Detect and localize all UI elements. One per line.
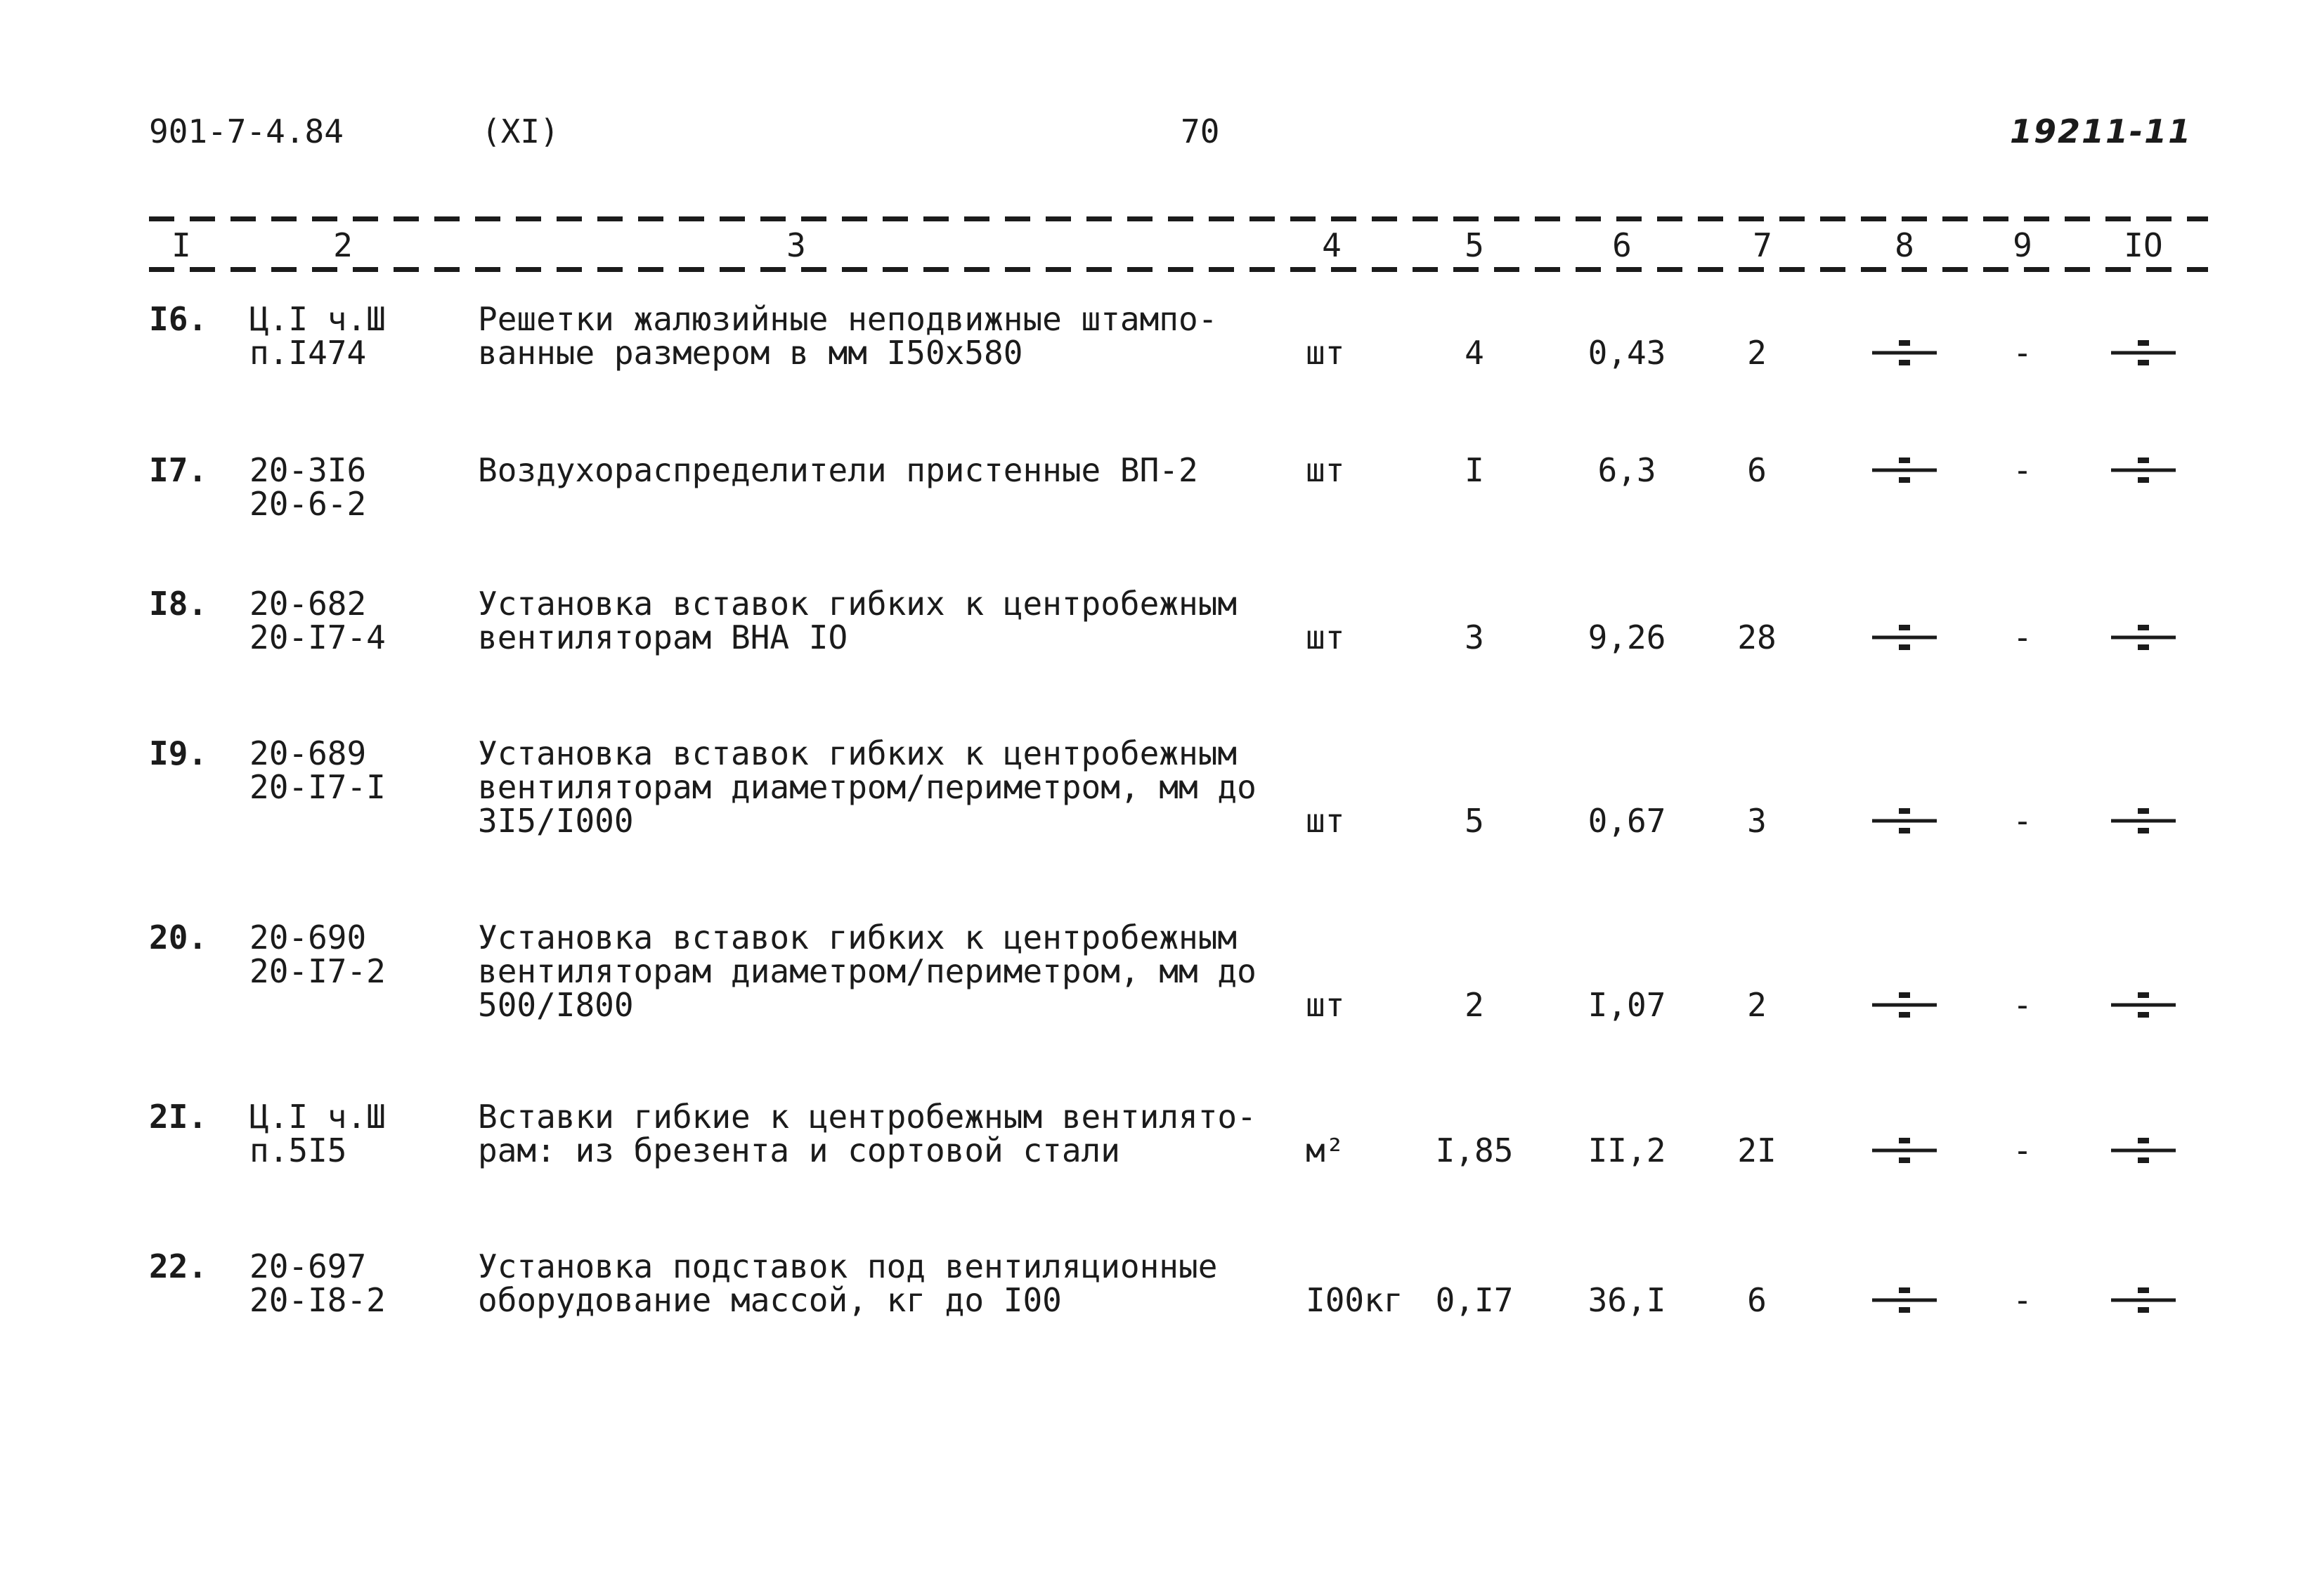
- ditto-mark: [2108, 804, 2179, 838]
- ditto-mark: [1869, 988, 1940, 1022]
- norm-value: 36,I: [1588, 1281, 1666, 1319]
- col9-value: -: [2013, 334, 2032, 372]
- column-header: 2: [333, 226, 353, 264]
- work-description: Установка вставок гибких к центробежным вентиляторам диаметром/периметром, мм до 3I5/I000: [478, 734, 1257, 840]
- quantity: 2: [1465, 986, 1484, 1024]
- col9-value: -: [2013, 618, 2032, 656]
- quantity: 0,I7: [1435, 1281, 1514, 1319]
- ditto-mark: [1869, 621, 1940, 654]
- work-description: Установка вставок гибких к центробежным вентиляторам диаметром/периметром, мм до 500/I800: [478, 919, 1257, 1024]
- work-description: Воздухораспределители пристенные ВП-2: [478, 451, 1198, 489]
- col9-value: -: [2013, 802, 2032, 840]
- norm-code: 20-689 20-I7-I: [249, 734, 386, 806]
- quantity: I: [1465, 451, 1484, 489]
- ditto-mark: [2108, 453, 2179, 487]
- total-value: 3: [1747, 802, 1767, 840]
- ditto-mark: [2108, 336, 2179, 370]
- ditto-mark: [1869, 453, 1940, 487]
- ditto-mark: [2108, 1283, 2179, 1317]
- row-number: 22.: [149, 1247, 208, 1285]
- norm-code: 20-697 20-I8-2: [249, 1247, 386, 1319]
- row-number: I7.: [149, 451, 208, 489]
- work-description: Установка вставок гибких к центробежным вентиляторам ВНА IO: [478, 585, 1238, 656]
- total-value: 6: [1747, 1281, 1767, 1319]
- document-code: 901-7-4.84: [149, 112, 344, 150]
- row-number: 20.: [149, 919, 208, 956]
- ditto-mark: [2108, 988, 2179, 1022]
- total-value: 2: [1747, 334, 1767, 372]
- quantity: I,85: [1435, 1131, 1514, 1169]
- row-number: I8.: [149, 585, 208, 623]
- column-header: 8: [1895, 226, 1914, 264]
- document-part: (XI): [481, 112, 559, 150]
- total-value: 28: [1737, 618, 1777, 656]
- column-header: 5: [1465, 226, 1484, 264]
- header-rule-bottom: [149, 267, 2208, 272]
- col9-value: -: [2013, 1281, 2032, 1319]
- column-header: 7: [1753, 226, 1772, 264]
- sheet-number: 19211-11: [2010, 112, 2193, 150]
- total-value: 6: [1747, 451, 1767, 489]
- column-header: 3: [786, 226, 806, 264]
- ditto-mark: [1869, 1134, 1940, 1167]
- work-description: Установка подставок под вентиляционные оборудование массой, кг до I00: [478, 1247, 1218, 1319]
- header-rule-top: [149, 216, 2208, 221]
- norm-code: 20-690 20-I7-2: [249, 919, 386, 990]
- column-header: 6: [1612, 226, 1632, 264]
- quantity: 3: [1465, 618, 1484, 656]
- unit: м²: [1306, 1131, 1345, 1169]
- col9-value: -: [2013, 986, 2032, 1024]
- norm-code: Ц.I ч.Ш п.I474: [249, 300, 386, 372]
- norm-code: 20-3I6 20-6-2: [249, 451, 367, 523]
- norm-value: 0,43: [1588, 334, 1666, 372]
- ditto-mark: [1869, 804, 1940, 838]
- norm-value: 9,26: [1588, 618, 1666, 656]
- norm-code: Ц.I ч.Ш п.5I5: [249, 1098, 386, 1169]
- column-header: 9: [2013, 226, 2032, 264]
- unit: шт: [1306, 334, 1345, 372]
- total-value: 2: [1747, 986, 1767, 1024]
- unit: шт: [1306, 618, 1345, 656]
- norm-value: II,2: [1588, 1131, 1666, 1169]
- row-number: I6.: [149, 300, 208, 338]
- total-value: 2I: [1737, 1131, 1777, 1169]
- ditto-mark: [2108, 621, 2179, 654]
- work-description: Вставки гибкие к центробежным вентилято- рам: из брезента и сортовой стали: [478, 1098, 1257, 1169]
- unit: шт: [1306, 802, 1345, 840]
- norm-value: I,07: [1588, 986, 1666, 1024]
- norm-value: 0,67: [1588, 802, 1666, 840]
- norm-code: 20-682 20-I7-4: [249, 585, 386, 656]
- ditto-mark: [2108, 1134, 2179, 1167]
- unit: I00кг: [1306, 1281, 1403, 1319]
- page-number: 70: [1181, 112, 1220, 150]
- unit: шт: [1306, 986, 1345, 1024]
- column-header: 4: [1322, 226, 1342, 264]
- quantity: 4: [1465, 334, 1484, 372]
- col9-value: -: [2013, 451, 2032, 489]
- ditto-mark: [1869, 1283, 1940, 1317]
- row-number: I9.: [149, 734, 208, 772]
- unit: шт: [1306, 451, 1345, 489]
- column-header: I: [171, 226, 191, 264]
- column-header: IO: [2124, 226, 2163, 264]
- norm-value: 6,3: [1597, 451, 1656, 489]
- ditto-mark: [1869, 336, 1940, 370]
- col9-value: -: [2013, 1131, 2032, 1169]
- quantity: 5: [1465, 802, 1484, 840]
- work-description: Решетки жалюзийные неподвижные штампо- ванные размером в мм I50x580: [478, 300, 1218, 372]
- row-number: 2I.: [149, 1098, 208, 1136]
